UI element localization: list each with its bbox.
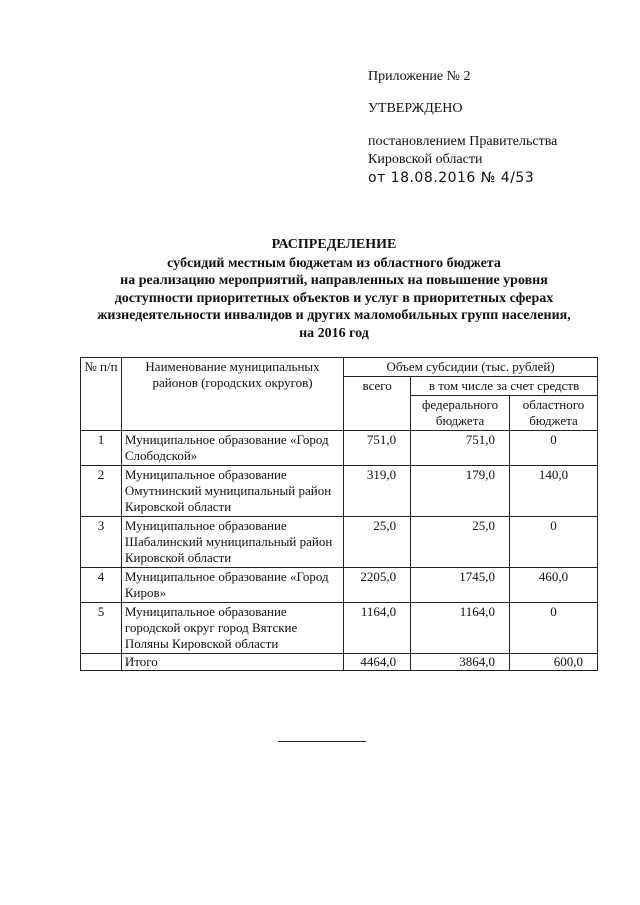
title-line-3: доступности приоритетных объектов и услуг в приоритетных сферах	[114, 290, 554, 306]
title-line-2: на реализацию мероприятий, направленных на повышение уровня	[120, 273, 548, 288]
row-number: 1	[81, 431, 122, 466]
document-title: РАСПРЕДЕЛЕНИЕ	[271, 237, 397, 252]
row-regional: 0	[510, 517, 598, 568]
row-regional: 0	[510, 431, 598, 466]
row-municipality: Муниципальное образование Омутнинский муниципальный район Кировской области	[121, 466, 343, 517]
row-federal: 25,0	[411, 517, 510, 568]
row-federal: 179,0	[411, 466, 510, 517]
row-regional: 0	[510, 603, 598, 654]
resolution-line-2: Кировской области	[368, 152, 483, 167]
row-federal: 1164,0	[411, 603, 510, 654]
row-regional: 140,0	[510, 466, 598, 517]
subsidy-table	[80, 357, 598, 671]
title-line-5: на 2016 год	[299, 325, 369, 341]
row-number: 5	[81, 603, 122, 654]
row-municipality: Муниципальное образование городской округ город Вятские Поляны Кировской области	[121, 603, 343, 654]
table-total-row	[81, 654, 598, 671]
row-municipality: Муниципальное образование Шабалинский муниципальный район Кировской области	[121, 517, 343, 568]
header-total: всего	[344, 377, 411, 431]
header-regional: областного бюджета	[510, 396, 598, 431]
total-sum: 4464,0	[344, 654, 411, 671]
total-label: Итого	[121, 654, 343, 671]
table-row	[81, 517, 598, 568]
header-federal: федерального бюджета	[411, 396, 510, 431]
row-total: 25,0	[344, 517, 411, 568]
row-municipality: Муниципальное образование «Город Слободской»	[121, 431, 343, 466]
approved-label: УТВЕРЖДЕНО	[368, 101, 463, 116]
row-regional: 460,0	[510, 568, 598, 603]
header-number: № п/п	[81, 358, 122, 431]
row-number: 4	[81, 568, 122, 603]
resolution-line-1: постановлением Правительства	[368, 134, 558, 149]
document-title-block	[60, 236, 608, 342]
table-row	[81, 568, 598, 603]
table-row	[81, 431, 598, 466]
row-number: 2	[81, 466, 122, 517]
header-volume: Объем субсидии (тыс. рублей)	[344, 358, 598, 377]
table-header-row	[81, 358, 598, 377]
row-federal: 751,0	[411, 431, 510, 466]
table-row	[81, 603, 598, 654]
header-name: Наименование муниципальных районов (городских округов)	[121, 358, 343, 431]
approval-block	[368, 68, 608, 187]
total-regional: 600,0	[510, 654, 598, 671]
header-including: в том числе за счет средств	[411, 377, 598, 396]
row-total: 751,0	[344, 431, 411, 466]
row-total: 1164,0	[344, 603, 411, 654]
appendix-label: Приложение № 2	[368, 69, 471, 84]
row-total: 319,0	[344, 466, 411, 517]
row-municipality: Муниципальное образование «Город Киров»	[121, 568, 343, 603]
total-number	[81, 654, 122, 671]
title-line-1: субсидий местным бюджетам из областного бюджета	[167, 255, 501, 271]
row-federal: 1745,0	[411, 568, 510, 603]
title-line-4: жизнедеятельности инвалидов и других маломобильных групп населения,	[97, 308, 571, 323]
table-row	[81, 466, 598, 517]
closing-rule	[278, 741, 366, 742]
total-federal: 3864,0	[411, 654, 510, 671]
resolution-date-line: от 18.08.2016 № 4/53	[368, 170, 535, 186]
row-total: 2205,0	[344, 568, 411, 603]
row-number: 3	[81, 517, 122, 568]
